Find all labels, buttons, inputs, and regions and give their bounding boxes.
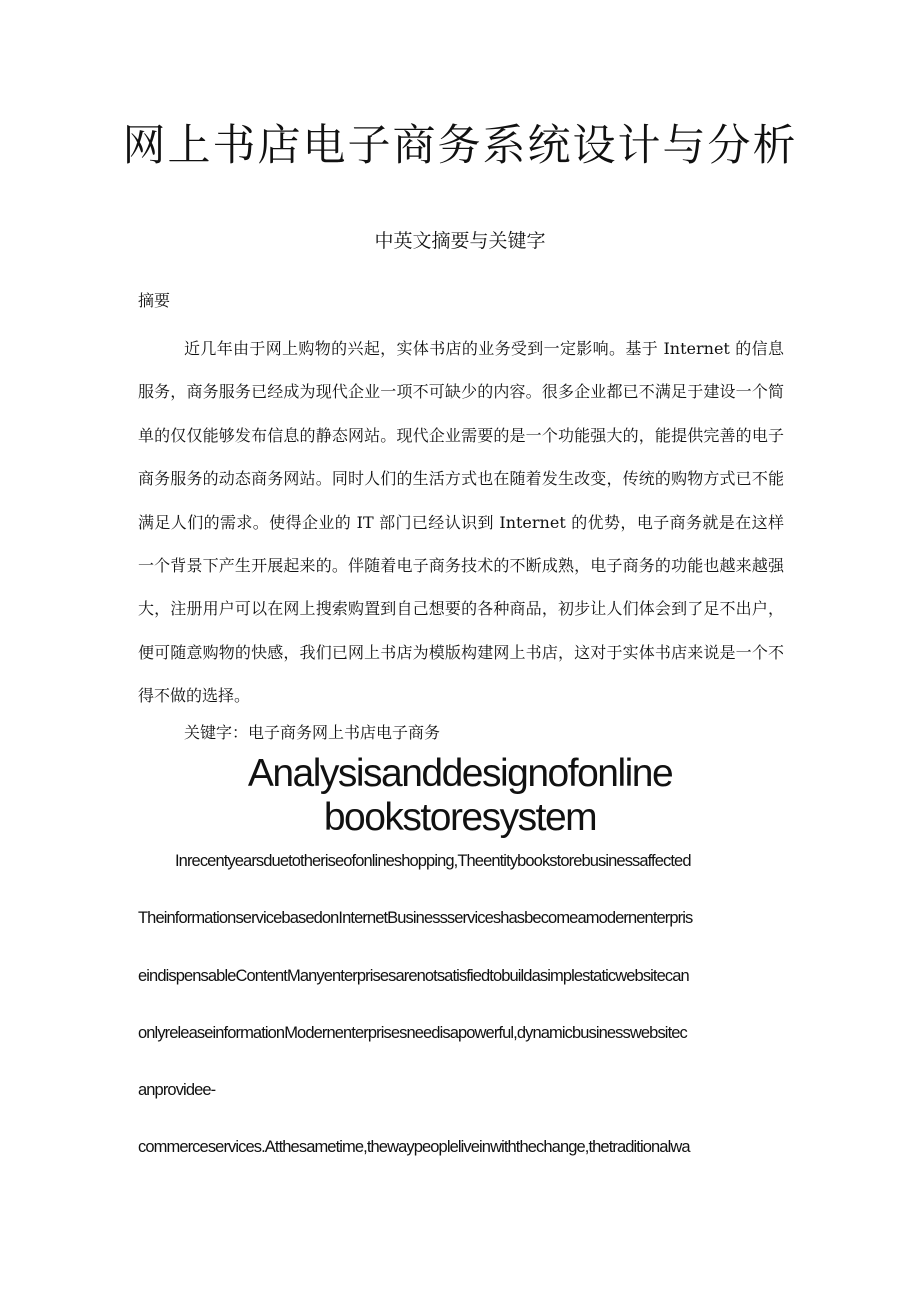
english-abstract-line: TheinformationservicebasedonInternetBusinessserviceshasbecomeamodernenterpris — [138, 909, 693, 927]
abstract-label: 摘要 — [138, 291, 171, 310]
section-heading: 中英文摘要与关键字 — [374, 230, 546, 252]
english-title-line-1: Analysisanddesignofonline — [247, 752, 673, 795]
english-title-line-2: bookstoresystem — [323, 796, 597, 839]
english-abstract-line: anprovidee- — [138, 1081, 216, 1099]
english-abstract-line: Inrecentyearsduetotheriseofonlineshopping,Theentitybookstorebusinessaffected — [175, 852, 691, 870]
english-abstract-line: eindispensableContentManyenterprisesarenotsatisfiedtobuildasimplestaticwebsitecan — [138, 967, 689, 985]
abstract-paragraph: 近几年由于网上购物的兴起，实体书店的业务受到一定影响。基于 Internet 的信息服务，商务服务已经成为现代企业一项不可缺少的内容。很多企业都已不满足于建设一个简单的仅仅能够发布信息的静态网站。现代企业需要的是一个功能强大的，能提供完善的电子商务服务的动态商务网站。同时人们的生活方式也在随着发生改变，传统的购物方式已不能满足人们的需求。使得企业的 IT 部门已经认识到 Internet 的优势，电子商务就是在这样一个背景下产生开展起来的。伴随着电子商务技术的不断成熟，电子商务的功能也越来越强大，注册用户可以在网上搜索购置到自己想要的各种商品，初步让人们体会到了足不出户，便可随意购物的快感，我们已网上书店为模版构建网上书店，这对于实体书店来说是一个不得不做的选择。 — [138, 339, 784, 706]
english-abstract-line: commerceservices.Atthesametime,thewaypeopleliveinwiththechange,thetraditionalwa — [138, 1138, 690, 1156]
page-title: 网上书店电子商务系统设计与分析 — [122, 121, 798, 171]
english-title — [0, 752, 920, 840]
english-abstract-line: onlyreleaseinformationModernenterprisesneedisapowerful,dynamicbusinesswebsitec — [138, 1024, 687, 1042]
keywords-line: 关键字：电子商务网上书店电子商务 — [184, 723, 441, 742]
